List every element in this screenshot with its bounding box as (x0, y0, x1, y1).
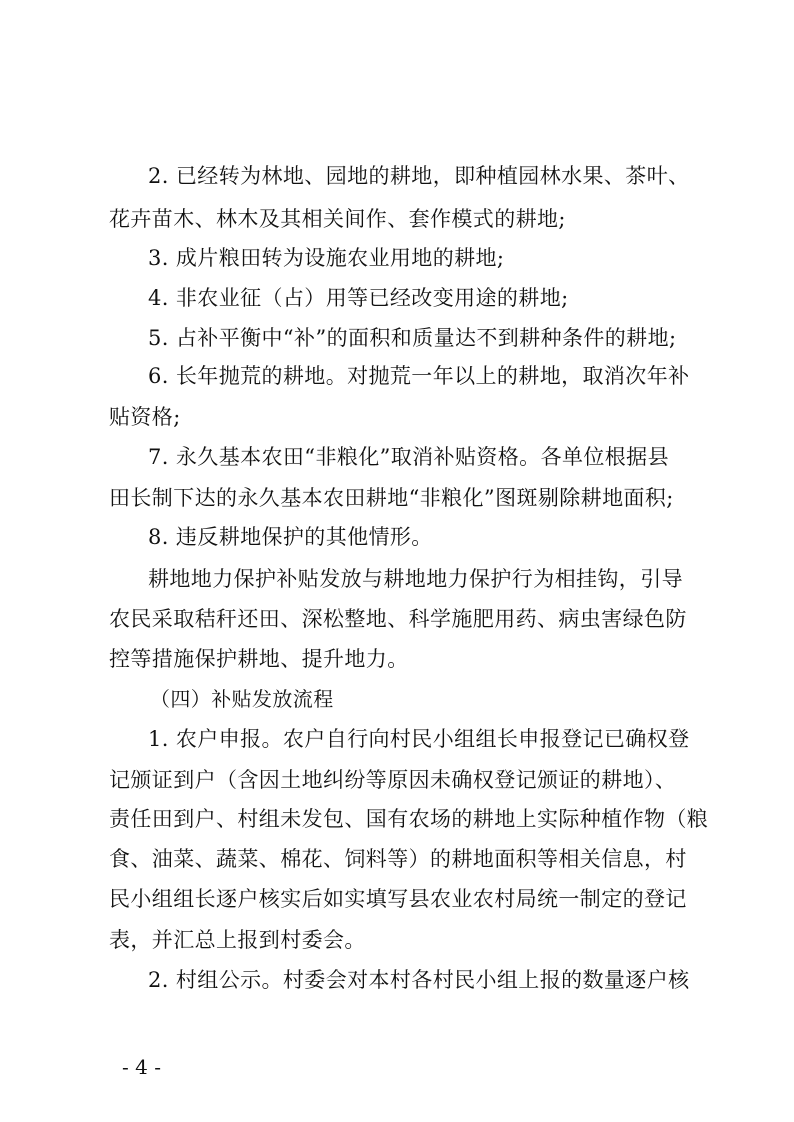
paragraph-10-line-3: 责任田到户、村组未发包、国有农场的耕地上实际种植作物（粮 (109, 807, 709, 831)
paragraph-8: 8. 违反耕地保护的其他情形。 (148, 525, 433, 549)
paragraph-2-line-2: 花卉苗木、林木及其相关间作、套作模式的耕地; (109, 207, 566, 231)
paragraph-6-line-1: 6. 长年抛荒的耕地。对抛荒一年以上的耕地，取消次年补 (148, 364, 690, 388)
paragraph-10-line-5: 民小组组长逐户核实后如实填写县农业农村局统一制定的登记 (109, 887, 687, 911)
paragraph-3: 3. 成片粮田转为设施农业用地的耕地; (148, 246, 505, 270)
paragraph-9-line-3: 控等措施保护耕地、提升地力。 (109, 647, 409, 671)
paragraph-7-line-1: 7. 永久基本农田“非粮化”取消补贴资格。各单位根据县 (148, 445, 669, 469)
paragraph-7-line-2: 田长制下达的永久基本农田耕地“非粮化”图斑剔除耕地面积; (109, 486, 674, 510)
section-heading: （四）补贴发放流程 (150, 687, 334, 711)
paragraph-10-line-2: 记颁证到户（含因土地纠纷等原因未确权登记颁证的耕地）、 (109, 768, 677, 792)
paragraph-10-line-6: 表，并汇总上报到村委会。 (109, 928, 366, 952)
paragraph-9-line-1: 耕地地力保护补贴发放与耕地地力保护行为相挂钩，引导 (148, 567, 683, 591)
paragraph-2-line-1: 2. 已经转为林地、园地的耕地，即种植园林水果、茶叶、 (148, 164, 690, 188)
paragraph-10-line-1: 1. 农户申报。农户自行向村民小组组长申报登记已确权登 (148, 727, 690, 751)
page-number: - 4 - (122, 1055, 161, 1079)
paragraph-5: 5. 占补平衡中“补”的面积和质量达不到耕种条件的耕地; (148, 326, 677, 350)
paragraph-4: 4. 非农业征（占）用等已经改变用途的耕地; (148, 286, 569, 310)
paragraph-9-line-2: 农民采取秸秆还田、深松整地、科学施肥用药、病虫害绿色防 (109, 607, 687, 631)
paragraph-6-line-2: 贴资格; (109, 405, 181, 429)
paragraph-11: 2. 村组公示。村委会对本村各村民小组上报的数量逐户核 (148, 968, 690, 992)
paragraph-10-line-4: 食、油菜、蔬菜、棉花、饲料等）的耕地面积等相关信息，村 (109, 847, 687, 871)
